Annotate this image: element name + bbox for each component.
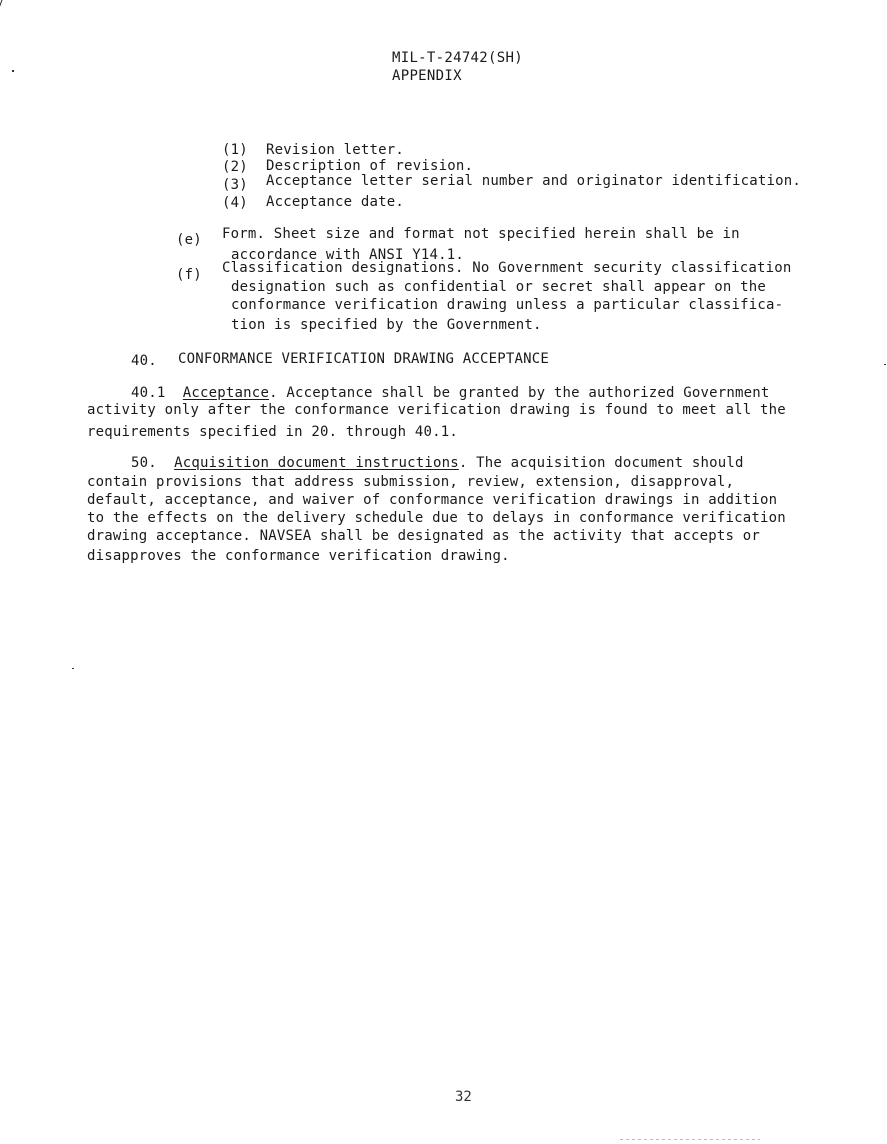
- document-number: MIL-T-24742(SH): [392, 50, 523, 66]
- scan-speck: [12, 70, 14, 72]
- paragraph-text: requirements specified in 20. through 40.1.: [87, 424, 459, 440]
- list-item-number: (3): [222, 177, 248, 193]
- list-item-text: Acceptance date.: [266, 194, 405, 210]
- page-number: 32: [455, 1089, 472, 1105]
- list-item-text: Revision letter.: [266, 142, 405, 158]
- list-item-text: Acceptance letter serial number and originator identification.: [266, 173, 801, 189]
- appendix-label: APPENDIX: [392, 68, 462, 84]
- paragraph-text: . The acquisition document should: [458, 455, 744, 471]
- section-number: 40.: [131, 353, 157, 369]
- list-item-text: Description of revision.: [266, 158, 474, 174]
- section-heading: Acquisition document instructions: [174, 455, 459, 471]
- paragraph-text: accordance with ANSI Y14.1.: [231, 247, 464, 263]
- paragraph-text: . Acceptance shall be granted by the authorized Government: [269, 385, 770, 401]
- paragraph-label: (f): [176, 267, 202, 283]
- paragraph-text: default, acceptance, and waiver of conformance verification drawings in addition: [87, 492, 778, 508]
- paragraph-text: disapproves the conformance verification drawing.: [87, 548, 510, 564]
- list-item-number: (4): [222, 195, 248, 211]
- paragraph-text: contain provisions that address submission, review, extension, disapproval,: [87, 474, 735, 490]
- section-number: 50.: [131, 455, 157, 471]
- scan-corner-mark: [0, 0, 8, 8]
- scan-edge-line: [620, 1139, 760, 1140]
- paragraph-text: activity only after the conformance verification drawing is found to meet all the: [87, 402, 786, 418]
- paragraph-text: Form. Sheet size and format not specified herein shall be in: [222, 226, 740, 242]
- list-item-number: (1): [222, 142, 248, 158]
- paragraph-text: to the effects on the delivery schedule due to delays in conformance verification: [87, 510, 786, 526]
- section-heading: Acceptance: [182, 385, 270, 401]
- paragraph-text: tion is specified by the Government.: [231, 317, 542, 333]
- subsection-40-1: [131, 385, 770, 401]
- paragraph-text: drawing acceptance. NAVSEA shall be designated as the activity that accepts or: [87, 528, 761, 544]
- list-item-number: (2): [222, 159, 248, 175]
- subsection-50: [131, 455, 744, 471]
- paragraph-text: conformance verification drawing unless a particular classifica-: [231, 297, 784, 313]
- section-title: CONFORMANCE VERIFICATION DRAWING ACCEPTANCE: [178, 351, 550, 367]
- paragraph-text: designation such as confidential or secret shall appear on the: [231, 279, 766, 295]
- scan-speck: [72, 668, 74, 669]
- scan-speck: [884, 364, 886, 365]
- paragraph-text: Classification designations. No Government security classification: [222, 260, 792, 276]
- paragraph-label: (e): [176, 232, 202, 248]
- section-number: 40.1: [131, 385, 166, 401]
